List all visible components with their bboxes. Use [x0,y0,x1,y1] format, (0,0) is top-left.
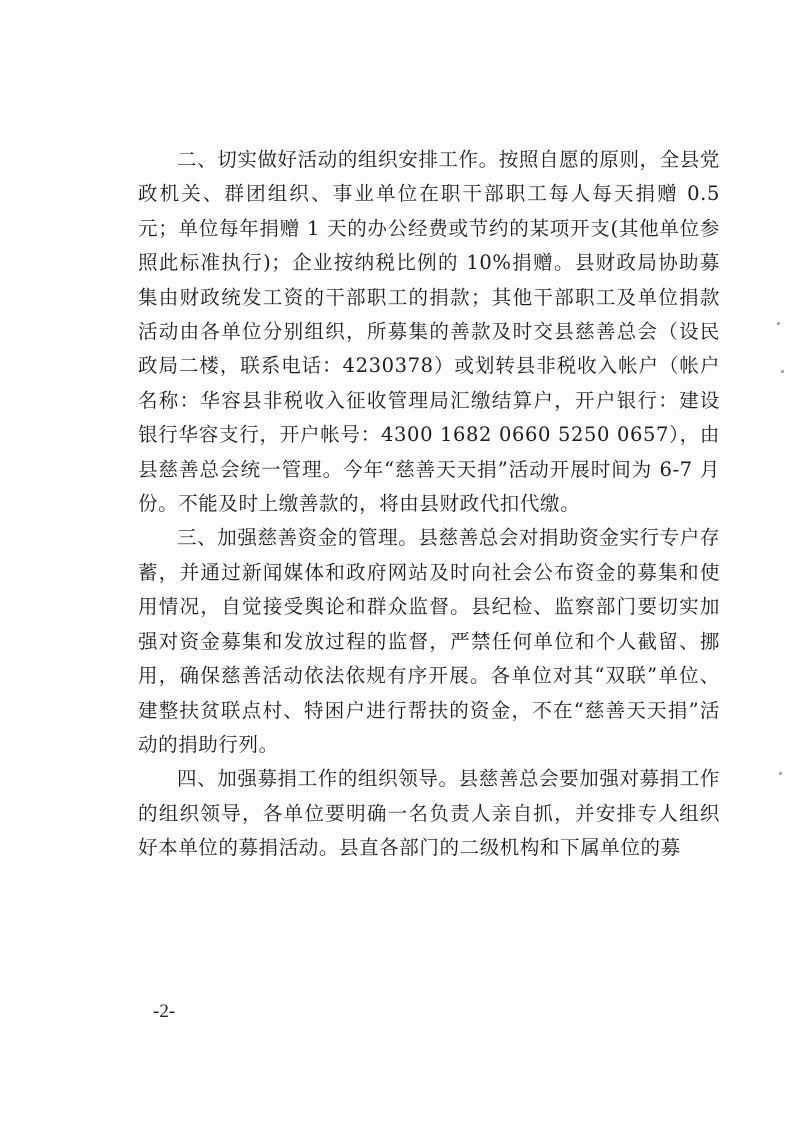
document-body [138,143,720,866]
section-heading-3: 三、加强慈善资金的管理。 [177,526,419,550]
page-number: -2- [153,1001,176,1022]
section-text-3: 县慈善总会对捐助资金实行专户存蓄，并通过新闻媒体和政府网站及时向社会公布资金的募集和使用情况，自觉接受舆论和群众监督。县纪检、监察部门要切实加强对资金募集和发放过程的监督，严禁任何单位和个人截留、挪用，确保慈善活动依法依规有序开展。各单位对其“双联”单位、建整扶贫联点村、特困户进行帮扶的资金，不在“慈善天天捐”活动的捐助行列。 [138,526,720,756]
paragraph-leadership [138,762,720,865]
scan-speck [781,370,784,373]
paragraph-fund-management [138,521,720,762]
scan-speck [779,772,782,775]
section-heading-2: 二、切实做好活动的组织安排工作。 [177,148,499,171]
section-text-2: 按照自愿的原则，全县党政机关、群团组织、事业单位在职干部职工每人每天捐赠 0.5元；单位每年捐赠 1 天的办公经费或节约的某项开支(其他单位参照此标准执行)；企业按纳税比例的 10%捐赠。县财政局协助募集由财政统发工资的干部职工的捐款；其他干部职工及单位捐款活动由各单位分别组织，所募集的善款及时交县慈善总会（设民政局二楼，联系电话：4230378）或划转县非税收入帐户（帐户名称：华容县非税收入征收管理局汇缴结算户，开户银行：建设银行华容支行，开户帐号：4300 1682 0660 5250 0657），由县慈善总会统一管理。今年“慈善天天捐”活动开展时间为 6-7 月份。不能及时上缴善款的，将由县财政代扣代缴。 [138,148,720,516]
scan-speck [777,322,780,325]
section-heading-4: 四、加强募捐工作的组织领导。 [177,767,459,791]
paragraph-organization-arrangement [138,143,720,521]
section-text-4: 县慈善总会要加强对募捐工作的组织领导，各单位要明确一名负责人亲自抓，并安排专人组织好本单位的募捐活动。县直各部门的二级机构和下属单位的募 [138,767,720,860]
